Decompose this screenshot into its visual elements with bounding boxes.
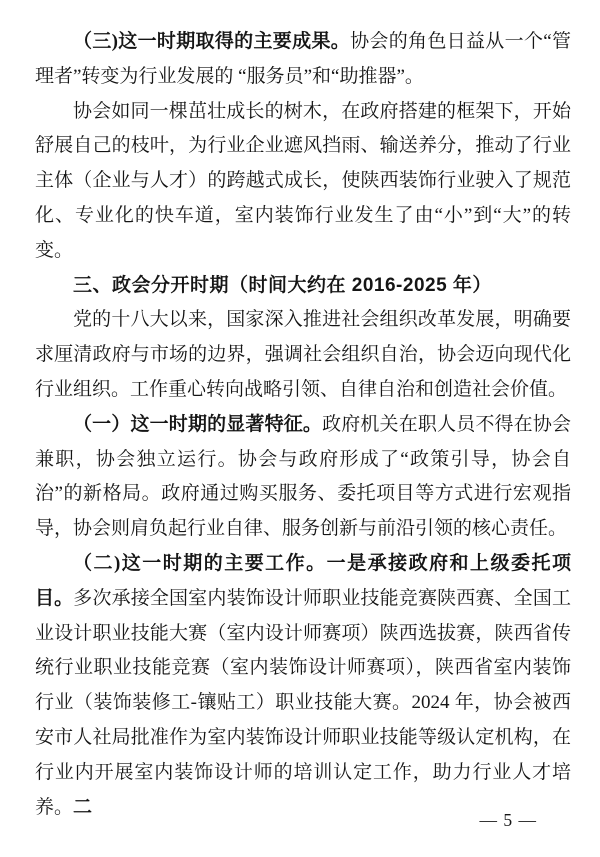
paragraph-text: 协会如同一棵茁壮成长的树木，在政府搭建的框架下，开始舒展自己的枝叶，为行业企业遮风挡雨、输送养分，推动了行业主体（企业与人才）的跨越式成长，使陕西装饰行业驶入了规范化、专业化的快车道，室内装饰行业发生了由“小”到“大”的转变。 (35, 100, 571, 261)
document-body (35, 25, 571, 825)
paragraph-main-work (35, 547, 571, 825)
paragraph-text: 协会的角色日益从一个“管理者”转变为行业发展的 “服务员”和“助推器”。 (35, 31, 572, 87)
paragraph-lead: （二)这一时期的主要工作。一是承接政府和上级委托项目。 (35, 552, 571, 609)
paragraph-reform-background (35, 303, 571, 407)
paragraph-tree-metaphor (35, 95, 571, 269)
paragraph-notable-features (35, 408, 571, 547)
paragraph-text: 政府机关在职人员不得在协会兼职，协会独立运行。协会与政府形成了“政策引导，协会自治”的新格局。政府通过购买服务、委托项目等方式进行宏观指导，协会则肩负起行业自律、服务创新与前沿引领的核心责任。 (35, 413, 571, 540)
paragraph-text: 多次承接全国室内装饰设计师职业技能竞赛陕西赛、全国工业设计职业技能大赛（室内设计师赛项）陕西选拔赛，陕西省传统行业职业技能竞赛（室内装饰设计师赛项），陕西省室内装饰行业（装饰装修工-镶贴工）职业技能大赛。2024 年，协会被西安市人社局批准作为室内装饰设计师职业技能等级认定机构，在行业内开展室内装饰设计师的培训认定工作，助力行业人才培养。 (35, 587, 571, 818)
paragraph-main-achievements (35, 25, 571, 95)
paragraph-text: 党的十八大以来，国家深入推进社会组织改革发展，明确要求厘清政府与市场的边界，强调社会组织自治，协会迈向现代化行业组织。工作重心转向战略引领、自律自治和创造社会价值。 (35, 309, 571, 400)
paragraph-bold-tail: 二 (73, 796, 93, 818)
page-number: — 5 — (479, 810, 537, 830)
paragraph-lead: （一）这一时期的显著特征。 (73, 413, 323, 435)
paragraph-lead: （三)这一时期取得的主要成果。 (73, 31, 351, 52)
section-heading-period-three: 三、政会分开时期（时间大约在 2016-2025 年） (73, 274, 492, 296)
